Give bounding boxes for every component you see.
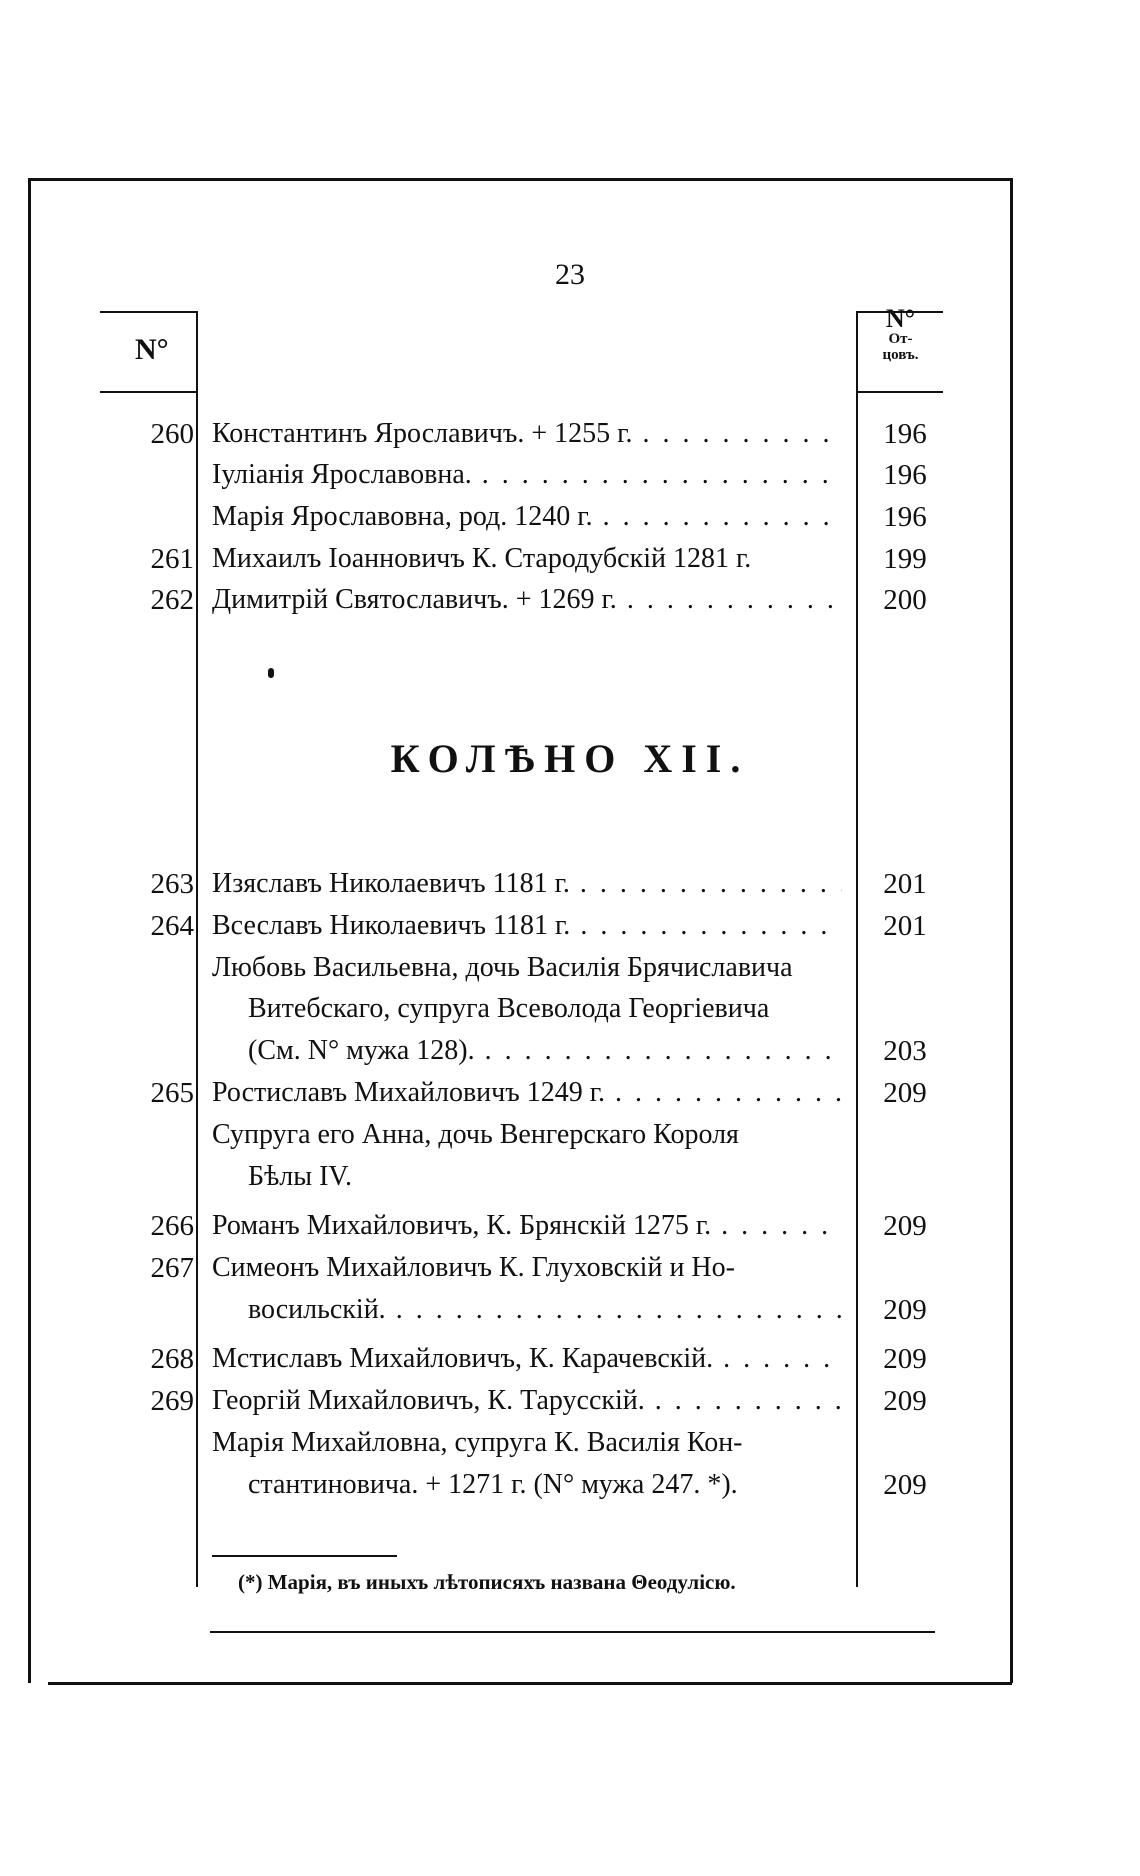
entry-text: Михаилъ Іоанновичъ К. Стародубскій 1281 г. [212,543,752,574]
entry-parent-ref: 201 [883,868,927,900]
entry-row [0,993,1140,1035]
entry-row [0,1385,1140,1427]
entry-row [0,459,1140,501]
entry-text: восильскій. . . . [248,1294,842,1326]
entry-number: 263 [150,868,194,900]
entry-text: Супруга его Анна, дочь Венгерскаго Короля [212,1119,739,1150]
entry-row [0,910,1140,952]
entry-parent-ref: 203 [883,1035,927,1067]
entry-row [0,1252,1140,1294]
entry-parent-ref: 201 [883,910,927,942]
parent-label-line1: От- [888,331,913,348]
entry-number: 267 [150,1252,194,1284]
footnote-divider [212,1555,397,1557]
parent-number-column-header [858,305,943,364]
entry-row [0,1161,1140,1203]
entry-parent-ref: 199 [883,543,927,575]
entry-text: Изяславъ Николаевичъ 1181 г. . . . [212,868,842,900]
entry-row [0,1294,1140,1336]
section-title: КОЛѢНО XII. [390,736,750,781]
entry-row [0,418,1140,460]
footnote: (*) Марія, въ иныхъ лѣтописяхъ названа Θеодулісю. [238,1570,736,1594]
entry-row [0,501,1140,543]
page-number: 23 [555,258,585,291]
entry-row [0,543,1140,585]
entry-parent-ref: 209 [883,1210,927,1242]
header-rule-left [100,311,198,313]
entry-text: Мстиславъ Михайловичъ, К. Карачевскій. . . . [212,1343,842,1375]
entry-text: Георгій Михайловичъ, К. Тарусскій. . . . [212,1385,842,1417]
entry-row [0,1469,1140,1511]
entry-row [0,584,1140,626]
entry-parent-ref: 209 [883,1343,927,1375]
entry-parent-ref: 209 [883,1469,927,1501]
entry-row [0,1210,1140,1252]
page-frame-bottom [48,1682,1012,1685]
entry-parent-ref: 196 [883,459,927,491]
entry-row [0,1035,1140,1077]
entry-number: 269 [150,1385,194,1417]
header-underline-right [858,391,943,393]
parent-label-line2: цовъ. [882,347,919,364]
entry-text: Димитрій Святославичъ. + 1269 г. . . . [212,584,842,616]
entry-number: 264 [150,910,194,942]
entry-row [0,952,1140,994]
entry-parent-ref: 196 [883,418,927,450]
entry-text: (См. N° мужа 128). . . . [248,1035,842,1067]
entry-text: Романъ Михайловичъ, К. Брянскій 1275 г. . . . [212,1210,842,1242]
entry-row [0,868,1140,910]
entry-parent-ref: 200 [883,584,927,616]
entry-text: Любовь Васильевна, дочь Василія Брячиславича [212,952,793,983]
entry-number: 265 [150,1077,194,1109]
number-column-header: N° [135,333,169,366]
entry-number: 262 [150,584,194,616]
entry-number: 266 [150,1210,194,1242]
header-underline-left [100,391,198,393]
page-frame-top [28,178,1012,181]
entry-row [0,1427,1140,1469]
entry-text: Ростиславъ Михайловичъ 1249 г. . . . [212,1077,842,1109]
entry-parent-ref: 209 [883,1385,927,1417]
entry-parent-ref: 209 [883,1294,927,1326]
entry-parent-ref: 196 [883,501,927,533]
entry-text: Марія Михайловна, супруга К. Василія Кон- [212,1427,743,1458]
entry-row [0,1077,1140,1119]
entry-text: Бѣлы IV. [248,1161,353,1192]
entry-text: Константинъ Ярославичъ. + 1255 г. . . . [212,418,842,450]
entry-text: Всеславъ Николаевичъ 1181 г. . . . [212,910,842,942]
parent-number-symbol: N° [885,304,916,333]
entry-parent-ref: 209 [883,1077,927,1109]
entry-row [0,1343,1140,1385]
entry-text: Марія Ярославовна, род. 1240 г. . . . [212,501,842,533]
entry-text: Іуліанія Ярославовна. . . . [212,459,842,491]
entry-number: 260 [150,418,194,450]
entry-text: стантиновича. + 1271 г. (N° мужа 247. *). [248,1469,738,1500]
ink-mark [268,668,274,678]
entry-number: 261 [150,543,194,575]
entry-text: Симеонъ Михайловичъ К. Глуховскій и Но- [212,1252,735,1283]
entry-row [0,1119,1140,1161]
entry-text: Витебскаго, супруга Всеволода Георгіевича [248,993,770,1024]
entry-number: 268 [150,1343,194,1375]
footnote-bottom-rule [210,1631,935,1633]
